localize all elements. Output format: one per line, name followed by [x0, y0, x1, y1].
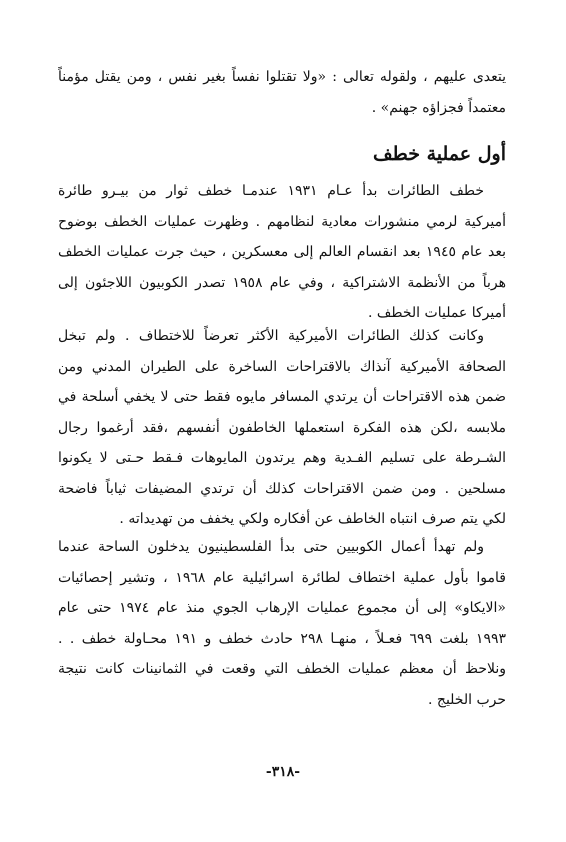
- text-line: مسلحين . ومن ضمن الاقتراحات كذلك أن ترتدي المضيفات ثياباً فاضحة: [58, 480, 506, 497]
- text-line: يتعدى عليهم ، ولقوله تعالى : «ولا تقتلوا نفساً بغير نفس ، ومن يقتل مؤمناً: [58, 69, 506, 85]
- paragraph-first-hijacking: [58, 176, 506, 329]
- text-line: ١٩٩٣ بلغت ٦٩٩ فعـلاً ، منهـا ٢٩٨ حادث خطف و ١٩١ محـاولة خطف . .: [58, 630, 506, 647]
- paragraph-palestinian-operations: [58, 532, 506, 715]
- text-line: أميركية لرمي منشورات معادية لنظامهم . وظهرت عمليات الخطف بوضوح: [58, 213, 506, 230]
- text-line: ونلاحظ أن معظم عمليات الخطف التي وقعت في الثمانينات كانت نتيجة: [58, 661, 506, 677]
- text-line: أميركا عمليات الخطف .: [368, 305, 506, 321]
- text-line: قاموا بأول عملية اختطاف لطائرة اسرائيلية عام ١٩٦٨ ، وتشير إحصائيات: [58, 569, 506, 586]
- paragraph-american-aircraft: [58, 321, 506, 535]
- text-line: خطف الطائرات بدأ عـام ١٩٣١ عندمـا خطف ثوار من بيـرو طائرة: [58, 183, 484, 199]
- text-line: لكي يتم صرف انتباه الخاطف عن أفكاره ولكي يخفف من تهديداته .: [119, 511, 506, 527]
- text-line: ضمن هذه الاقتراحات أن يرتدي المسافر مايوه فقط حتى لا يخفي أسلحة في: [58, 389, 506, 405]
- text-line: هرباً من الأنظمة الاشتراكية ، وفي عام ١٩٥٨ تصدر الكوبيون اللاجئون إلى: [58, 274, 506, 291]
- text-line: ملابسه ،لكن هذه الفكرة استعملها الخاطفون أنفسهم ،فقد أرغموا رجال: [58, 419, 506, 436]
- text-line: «الايكاو» إلى أن مجموع عمليات الإرهاب الجوي منذ عام ١٩٧٤ حتى عام: [58, 600, 506, 616]
- text-line: حرب الخليج .: [428, 691, 506, 708]
- text-line: الصحافة الأميركية آنذاك بالاقتراحات الساخرة على الطيران المدني ومن: [58, 358, 506, 375]
- section-heading: أول عملية خطف: [372, 143, 506, 165]
- text-line: وكانت كذلك الطائرات الأميركية الأكثر تعرضاً للاختطاف . ولم تبخل: [58, 328, 484, 344]
- text-line: معتمداً فجزاؤه جهنم» .: [371, 99, 506, 116]
- intro-paragraph: [58, 62, 506, 123]
- text-line: بعد عام ١٩٤٥ بعد انقسام العالم إلى معسكرين ، حيث جرت عمليات الخطف: [58, 244, 506, 260]
- text-line: ولم تهدأ أعمال الكوبيين حتى بدأ الفلسطينيون يدخلون الساحة عندما: [58, 539, 484, 555]
- page-number: -٣١٨-: [265, 764, 301, 780]
- text-line: الشـرطة على تسليم الفـدية وهم يرتدون المايوهات فـقط حـتى لا يكونوا: [58, 450, 506, 466]
